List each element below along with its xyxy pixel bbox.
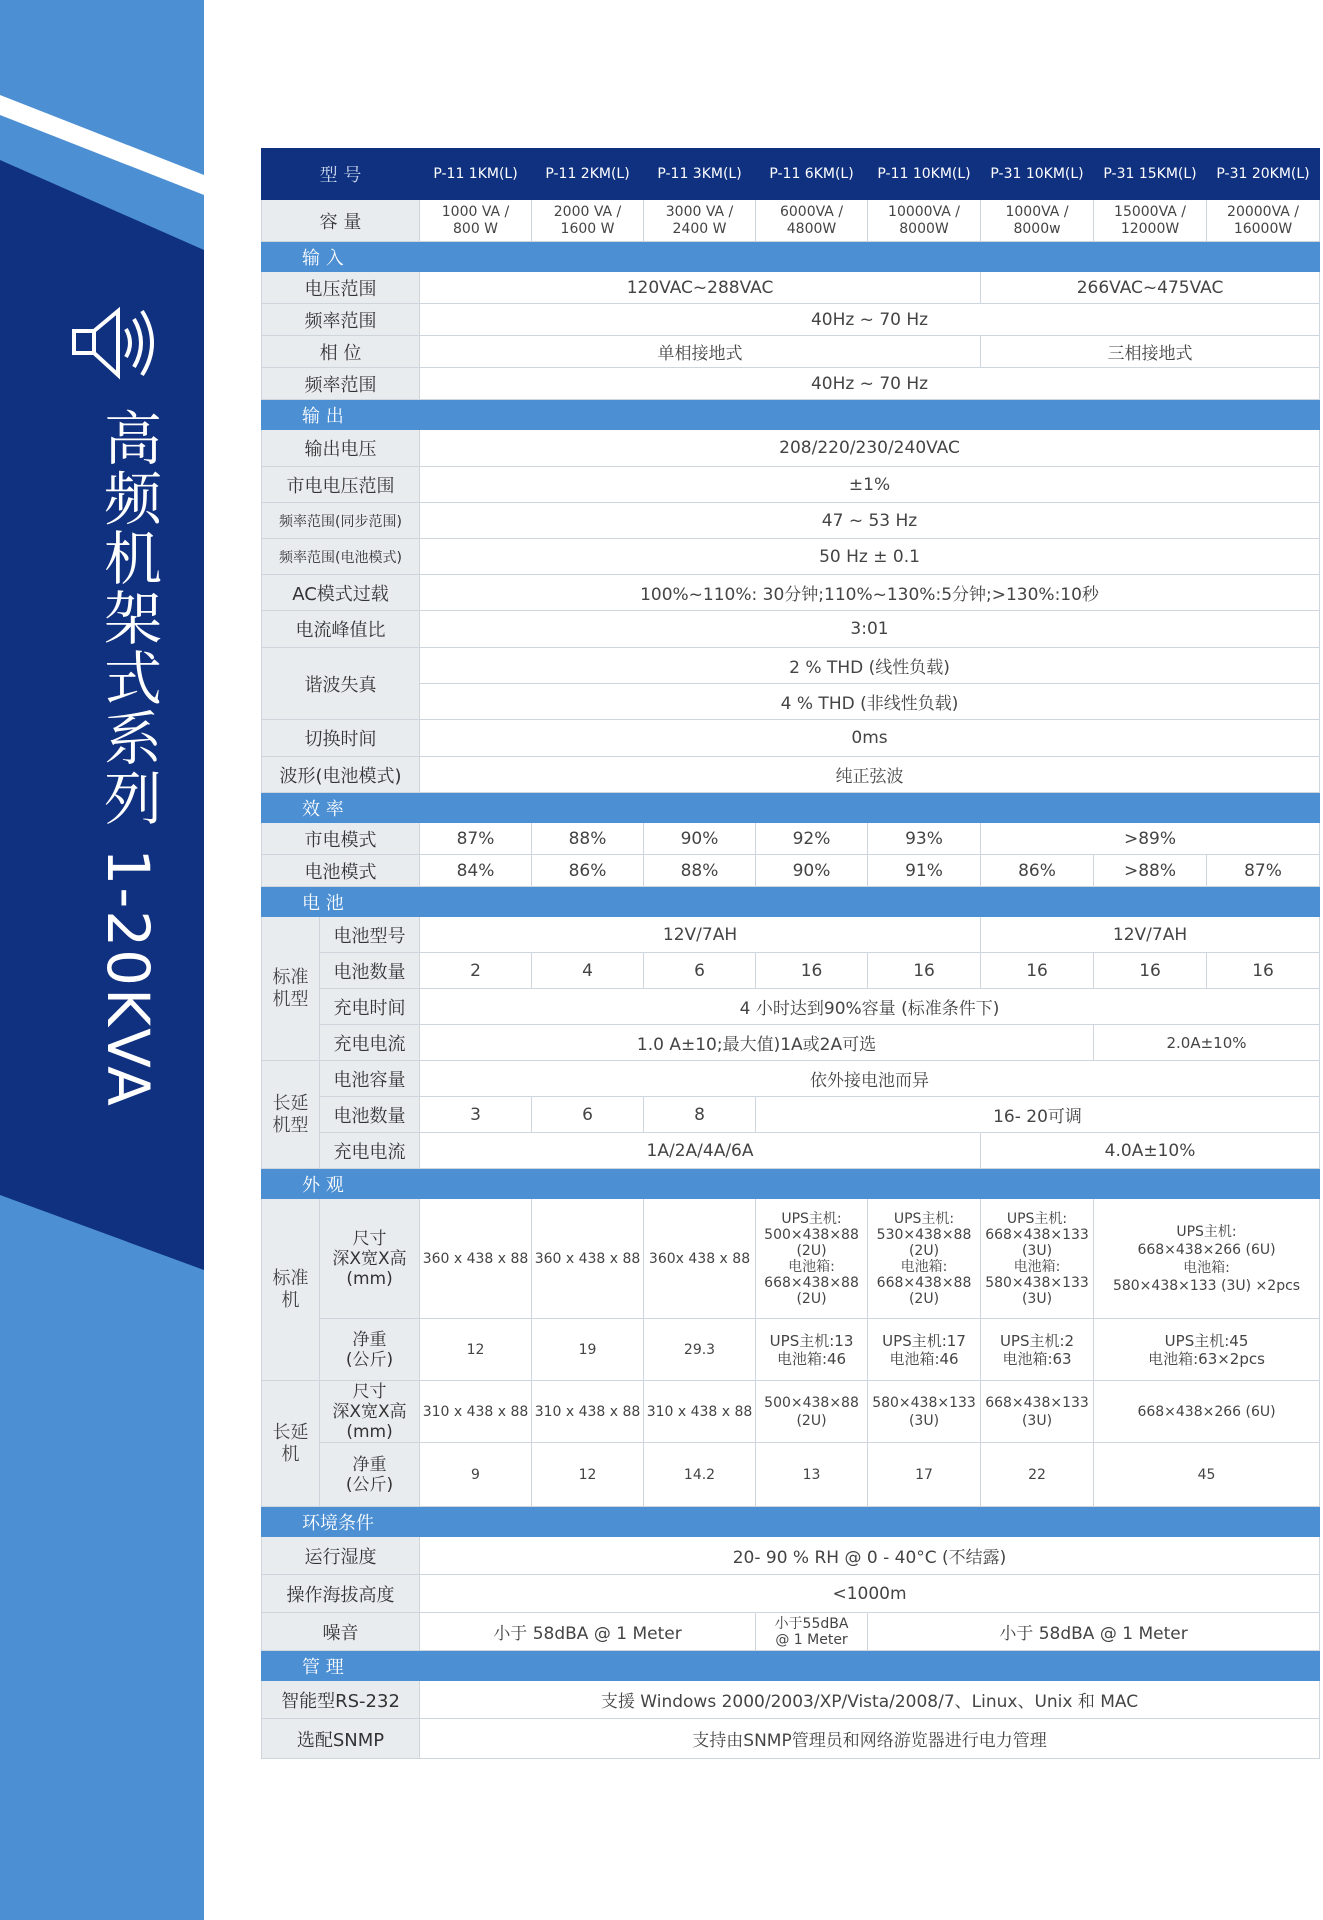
battery-charge-time-row: 充电时间 4 小时达到90%容量 (标准条件下)	[262, 989, 1320, 1025]
input-freq-row: 频率范围 40Hz ~ 70 Hz	[262, 304, 1320, 336]
battery-count-row: 电池数量 2 4 6 16 16 16 16 16	[262, 953, 1320, 989]
output-waveform-row: 波形(电池模式) 纯正弦波	[262, 757, 1320, 793]
output-battery-freq-row: 频率范围(电池模式) 50 Hz ± 0.1	[262, 539, 1320, 575]
section-management: 管 理	[262, 1651, 1320, 1681]
input-phase-row: 相 位 单相接地式 三相接地式	[262, 336, 1320, 368]
input-freq2-row: 频率范围 40Hz ~ 70 Hz	[262, 368, 1320, 400]
capacity-cell: 1000 VA / 800 W	[420, 200, 532, 242]
battery-long-group: 长延机型	[262, 1061, 320, 1169]
output-overload-row: AC模式过载 100%~110%: 30分钟;110%~130%:5分钟;>130%:10秒	[262, 575, 1320, 611]
sidebar-title: 高频机架式系列 1-20KVA	[94, 408, 162, 1108]
appearance-long-group: 长延机	[262, 1381, 320, 1507]
output-crest-row: 电流峰值比 3:01	[262, 611, 1320, 648]
capacity-cell: 1000VA / 8000w	[981, 200, 1094, 242]
capacity-cell: 20000VA / 16000W	[1207, 200, 1320, 242]
battery-charge-current-row: 充电电流 1.0 A±10;最大值)1A或2A可选 2.0A±10%	[262, 1025, 1320, 1061]
mgmt-snmp-row: 选配SNMP 支持由SNMP管理员和网络游览器进行电力管理	[262, 1719, 1320, 1759]
sidebar	[0, 0, 204, 1920]
appearance-long-size-row: 长延机 尺寸 深X宽X高 (mm) 310 x 438 x 88 310 x 438 x 88 310 x 438 x 88 500×438×88 (2U) 580×438×133 (3U) 668×438×133 (3U) 668×438×266 (6U)	[262, 1381, 1320, 1443]
battery-long-current-row: 充电电流 1A/2A/4A/6A 4.0A±10%	[262, 1133, 1320, 1169]
input-voltage-row: 电压范围 120VAC~288VAC 266VAC~475VAC	[262, 272, 1320, 304]
output-voltage-row: 输出电压 208/220/230/240VAC	[262, 430, 1320, 467]
output-transfer-row: 切换时间 0ms	[262, 720, 1320, 757]
env-altitude-row: 操作海拔高度 <1000m	[262, 1575, 1320, 1613]
appearance-long-weight-row: 净重 (公斤) 9 12 14.2 13 17 22 45	[262, 1443, 1320, 1507]
capacity-cell: 6000VA / 4800W	[756, 200, 868, 242]
output-thd-row-2: 4 % THD (非线性负载)	[262, 684, 1320, 720]
output-thd-row: 谐波失真 2 % THD (线性负载)	[262, 648, 1320, 684]
section-input: 输 入	[262, 242, 1320, 272]
model-cell: P-11 1KM(L)	[420, 149, 532, 200]
battery-capacity-row: 长延机型 电池容量 依外接电池而异	[262, 1061, 1320, 1097]
section-efficiency: 效 率	[262, 793, 1320, 823]
capacity-label: 容 量	[262, 200, 420, 242]
section-output: 输 出	[262, 400, 1320, 430]
spec-table	[261, 148, 1320, 1759]
model-cell: P-11 10KM(L)	[868, 149, 981, 200]
model-cell: P-31 20KM(L)	[1207, 149, 1320, 200]
model-cell: P-11 3KM(L)	[644, 149, 756, 200]
mgmt-rs232-row: 智能型RS-232 支援 Windows 2000/2003/XP/Vista/2008/7、Linux、Unix 和 MAC	[262, 1681, 1320, 1719]
efficiency-battery-row: 电池模式 84% 86% 88% 90% 91% 86% >88% 87%	[262, 855, 1320, 887]
model-row	[262, 149, 1320, 200]
capacity-cell: 2000 VA / 1600 W	[532, 200, 644, 242]
model-label: 型 号	[262, 149, 420, 200]
battery-type-row: 标准机型 电池型号 12V/7AH 12V/7AH	[262, 917, 1320, 953]
efficiency-ac-row: 市电模式 87% 88% 90% 92% 93% >89%	[262, 823, 1320, 855]
capacity-cell: 3000 VA / 2400 W	[644, 200, 756, 242]
model-cell: P-11 2KM(L)	[532, 149, 644, 200]
appearance-std-size-row: 标准机 尺寸 深X宽X高 (mm) 360 x 438 x 88 360 x 438 x 88 360x 438 x 88 UPS主机: 500×438×88 (2U) 电池箱: 668×438×88 (2U) UPS主机: 530×438×88 (2U) 电池箱: 668×438×88 (2U) UPS主机: 668×438×133 (3U) 电池箱: 580×438×133 (3U) UPS主机: 668×438×266 (6U) 电池箱: 580×438×133 (3U) ×2pcs	[262, 1199, 1320, 1319]
section-appearance: 外 观	[262, 1169, 1320, 1199]
section-battery: 电 池	[262, 887, 1320, 917]
output-regulation-row: 市电电压范围 ±1%	[262, 467, 1320, 503]
capacity-cell: 10000VA / 8000W	[868, 200, 981, 242]
model-cell: P-31 10KM(L)	[981, 149, 1094, 200]
appearance-std-weight-row: 净重 (公斤) 12 19 29.3 UPS主机:13 电池箱:46 UPS主机:17 电池箱:46 UPS主机:2 电池箱:63 UPS主机:45 电池箱:63×2pcs	[262, 1319, 1320, 1381]
model-cell: P-11 6KM(L)	[756, 149, 868, 200]
appearance-std-group: 标准机	[262, 1199, 320, 1381]
section-environment: 环境条件	[262, 1507, 1320, 1537]
env-noise-row: 噪音 小于 58dBA @ 1 Meter 小于55dBA @ 1 Meter 小于 58dBA @ 1 Meter	[262, 1613, 1320, 1651]
capacity-row	[262, 200, 1320, 242]
battery-long-count-row: 电池数量 3 6 8 16- 20可调	[262, 1097, 1320, 1133]
output-sync-row: 频率范围(同步范围) 47 ~ 53 Hz	[262, 503, 1320, 539]
battery-std-group: 标准机型	[262, 917, 320, 1061]
env-humidity-row: 运行湿度 20- 90 % RH @ 0 - 40°C (不结露)	[262, 1537, 1320, 1575]
capacity-cell: 15000VA / 12000W	[1094, 200, 1207, 242]
model-cell: P-31 15KM(L)	[1094, 149, 1207, 200]
